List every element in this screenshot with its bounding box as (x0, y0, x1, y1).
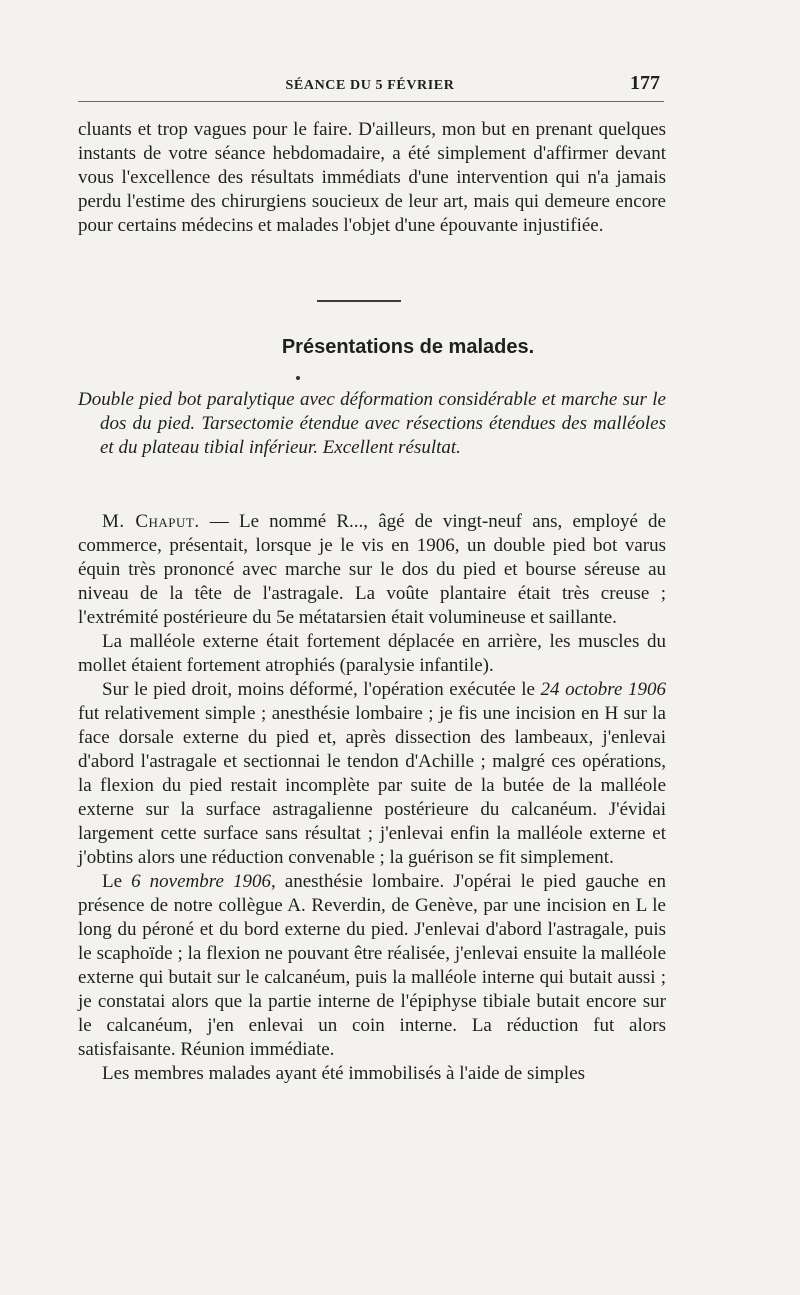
p4-text: , anesthésie lombaire. J'opérai le pied gauche en présence de notre collègue A. Reverdin, de Genève, par une incision en L le long du péroné et du bord externe du pied. J'enlevai d'abord l'astragale, puis le scaphoïde ; la flexion ne pouvant être réalisée, j'enlevai ensuite la malléole externe qui butait sur le calcanéum, puis la malléole interne qui butait aussi ; je constatai alors que la partie interne de l'épiphyse tibiale butait encore sur le calcanéum, j'en enlevai un coin interne. La réduction fut alors satisfaisante. Réunion immédiate. (78, 871, 666, 1060)
intro-paragraph: cluants et trop vagues pour le faire. D'ailleurs, mon but en prenant quelques instants de votre séance hebdomadaire, a été simplement d'affirmer devant vous l'excellence des résultats immédiats d'une intervention qui n'a jamais perdu l'estime des chirurgiens soucieux de leur art, mais qui demeure encore pour certains médecins et malades l'objet d'une épouvante injustifiée. (78, 119, 666, 236)
case-title-text: Double pied bot paralytique avec déformation considérable et marche sur le dos du pied. Tarsectomie étendue avec résections étendues des malléoles et du plateau tibial inférieur. Excellent résultat. (78, 389, 666, 458)
p4-lead: Le (102, 871, 132, 892)
case-paragraph-1 (78, 510, 666, 630)
case-title (78, 388, 666, 460)
ornament-dot (296, 376, 300, 380)
running-header (78, 72, 662, 100)
page-number: 177 (630, 72, 660, 94)
case-paragraph-4 (78, 870, 666, 1062)
speaker-name: M. Chaput. (102, 511, 200, 532)
p3-date: 24 octobre 1906 (540, 679, 666, 700)
case-body (78, 510, 666, 1086)
running-title: SÉANCE DU 5 FÉVRIER (285, 78, 455, 93)
section-title: Présentations de malades. (281, 336, 535, 358)
case-paragraph-1-text: — Le nommé R..., âgé de vingt-neuf ans, employé de commerce, présentait, lorsque je le vis en 1906, un double pied bot varus équin très prononcé avec marche sur le dos du pied et bourse séreuse au niveau de la tête de l'astragale. La voûte plantaire était très creuse ; l'extrémité postérieure du 5e métatarsien était volumineuse et saillante. (78, 511, 666, 628)
case-paragraph-2: La malléole externe était fortement déplacée en arrière, les muscles du mollet étaient fortement atrophiés (paralysie infantile). (78, 631, 666, 676)
header-rule (78, 101, 664, 102)
p3-text: fut relativement simple ; anesthésie lombaire ; je fis une incision en H sur la face dorsale externe du pied et, après dissection des lambeaux, j'enlevai d'abord l'astragale et sectionnai le tendon d'Achille ; malgré ces opérations, la flexion du pied restait incomplète par suite de la butée de la malléole externe sur la surface astragalienne postérieure du calcanéum. J'évidai largement cette surface sans résultat ; j'enlevai enfin la malléole externe et j'obtins alors une réduction convenable ; la guérison se fit simplement. (78, 703, 666, 868)
intro-block (78, 118, 666, 238)
section-separator (317, 300, 401, 302)
p4-date: 6 novembre 1906 (131, 871, 271, 892)
case-paragraph-3 (78, 678, 666, 870)
p3-lead: Sur le pied droit, moins déformé, l'opération exécutée le (102, 679, 541, 700)
case-paragraph-5: Les membres malades ayant été immobilisés à l'aide de simples (102, 1063, 586, 1084)
